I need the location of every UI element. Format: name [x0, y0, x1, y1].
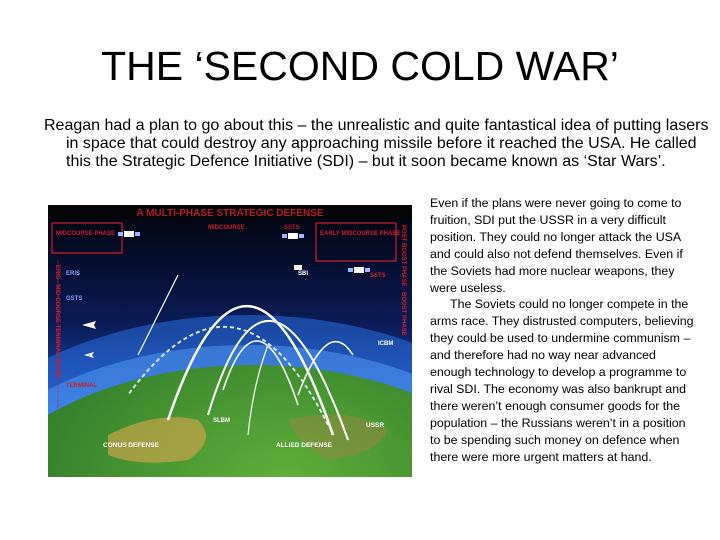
right-vertical-label: POST BOOST PHASE · BOOST PHASE: [400, 225, 406, 336]
side-text: [430, 195, 698, 466]
side-paragraph-2: The Soviets could no longer compete in the arms race. They distrusted computers, believing they could be used to undermine communism – and therefore had no way near advanced enough technology to develop a programme to rival SDI. The economy was also bankrupt and there weren’t enough consumer goods for the population – the Russians weren’t in a position to be spending such money on defence when there were more urgent matters at hand.: [430, 297, 694, 464]
slide-title: THE ‘SECOND COLD WAR’: [101, 43, 619, 89]
diagram-header: A MULTI-PHASE STRATEGIC DEFENSE: [136, 208, 324, 219]
label-early-midcourse-phase: EARLY MIDCOURSE PHASE: [320, 231, 401, 237]
label-gsts: GSTS: [66, 296, 83, 302]
intro-paragraph: Reagan had a plan to go about this – the unrealistic and quite fantastical idea of putting lasers in space that could destroy any approaching missile before it reached the USA. He called this the Strategic Defence Initiative (SDI) – but it soon became known as ‘Star Wars’.: [44, 117, 709, 170]
sdi-diagram-image: [48, 205, 412, 477]
label-icbm: ICBM: [378, 341, 394, 347]
label-ssts-top: SSTS: [284, 225, 300, 231]
label-ssts-right: SSTS: [370, 273, 386, 279]
side-paragraph-1: Even if the plans were never going to come to fruition, SDI put the USSR in a very difficult position. They could no longer attack the USA and could also not defend themselves. Even if the Soviets had more nuclear weapons, they were useless.: [430, 196, 683, 295]
label-terminal-left: TERMINAL: [66, 383, 97, 389]
satellite-icon: [294, 265, 302, 270]
label-conus-defense: CONUS DEFENSE: [103, 442, 159, 449]
label-midcourse-phase-left: MIDCOURSE PHASE: [56, 231, 116, 237]
label-allied-defense: ALLIED DEFENSE: [276, 442, 332, 449]
left-vertical-label: ERIS · MID-COURSE TERMINAL PHASE: [54, 265, 60, 378]
label-midcourse-top: MIDCOURSE: [208, 225, 245, 231]
label-eris: ERIS: [66, 271, 81, 277]
label-ussr: USSR: [366, 422, 385, 429]
label-sbi: SBI: [298, 271, 309, 277]
label-slbm: SLBM: [213, 418, 230, 424]
